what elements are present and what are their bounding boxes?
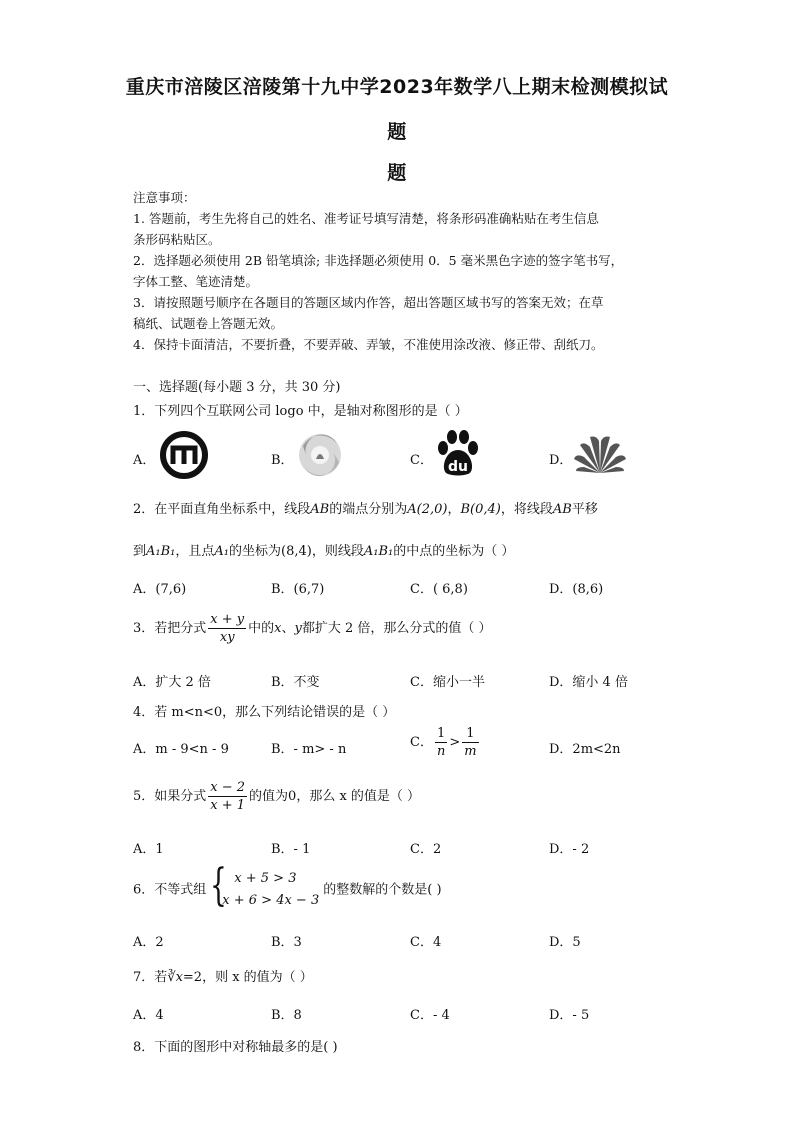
q2-option-d: D．(8,6) xyxy=(549,582,604,597)
q4-option-c xyxy=(410,726,481,759)
question-4-stem: 4．若 m<n<0，那么下列结论错误的是（ ） xyxy=(133,705,396,720)
q5-fraction-numerator: x − 2 xyxy=(210,780,246,795)
q3-fraction xyxy=(208,612,246,645)
q3-fraction-denominator: xy xyxy=(219,630,235,645)
q1-option-d-label: D． xyxy=(549,453,573,468)
notes-heading: 注意事项： xyxy=(133,190,196,205)
q5-fraction xyxy=(208,780,247,813)
notes-line-5: 3．请按照题号顺序在各题目的答题区域内作答，超出答题区域书写的答案无效；在草 xyxy=(133,295,604,310)
q3-text-post: 中的 xyxy=(248,621,275,636)
q3-var-y: y xyxy=(294,621,302,636)
q1-option-c-label: C． xyxy=(410,453,433,468)
q6-brace: { xyxy=(210,860,228,911)
q2-line2-pre: 到 xyxy=(133,544,147,559)
q2-point-b: B(0,4) xyxy=(460,502,501,517)
question-7-stem xyxy=(133,966,313,985)
question-8-stem: 8．下面的图形中对称轴最多的是( ) xyxy=(133,1040,338,1055)
q4-c-fraction-right xyxy=(462,726,478,759)
q4-option-c-label: C． xyxy=(410,735,433,750)
q3-option-d: D．缩小 4 倍 xyxy=(549,675,628,690)
notes-line-6: 稿纸、试题卷上答题无效。 xyxy=(133,316,284,331)
notes-line-7: 4．保持卡面清洁，不要折叠，不要弄破、弄皱，不准使用涂改液、修正带、刮纸刀。 xyxy=(133,337,604,352)
q5-option-d: D．- 2 xyxy=(549,842,590,857)
q3-text-tail: 都扩大 2 倍，那么分式的值（ ） xyxy=(301,621,492,636)
q2-point-a1: A₁ xyxy=(214,544,230,559)
q7-option-d: D．- 5 xyxy=(549,1008,590,1023)
q2-option-b: B．(6,7) xyxy=(271,582,325,597)
qq-swirl-logo-icon xyxy=(295,432,345,478)
q6-option-b: B．3 xyxy=(271,935,302,950)
question-6-stem xyxy=(133,860,442,912)
notes-line-2: 条形码粘贴区。 xyxy=(133,232,221,247)
q2-line2-mid: ，且点 xyxy=(175,544,215,559)
du-logo-text: du xyxy=(448,459,468,475)
q2-segment-a1b1-2: A₁B₁ xyxy=(363,544,394,559)
q2-sep: ， xyxy=(447,502,461,517)
paper-title-line-2: 题 xyxy=(387,121,407,143)
q4-c-fraction-left xyxy=(435,726,447,759)
q6-row-2: x + 6 > 4x − 3 xyxy=(222,893,320,908)
q3-option-b: B．不变 xyxy=(271,675,320,690)
q7-option-b: B．8 xyxy=(271,1008,302,1023)
q2-option-a: A．(7,6) xyxy=(133,582,187,597)
q3-option-c: C．缩小一半 xyxy=(410,675,485,690)
q4-c-gt: > xyxy=(449,735,461,750)
q1-option-a-label: A． xyxy=(133,453,156,468)
question-1-stem: 1．下列四个互联网公司 logo 中，是轴对称图形的是（ ） xyxy=(133,404,468,419)
q6-option-a: A．2 xyxy=(133,935,164,950)
q4-c-right-den: m xyxy=(464,744,477,759)
q6-option-d: D．5 xyxy=(549,935,581,950)
question-3-stem xyxy=(133,612,492,645)
q5-option-b: B．- 1 xyxy=(271,842,311,857)
q1-option-b-label: B． xyxy=(271,453,294,468)
q2-text-pre: 2．在平面直角坐标系中，线段 xyxy=(133,502,311,517)
q7-text-pre: 7．若 xyxy=(133,970,168,985)
q7-text-post: =2，则 x 的值为（ ） xyxy=(182,970,313,985)
q2-option-c: C．( 6,8) xyxy=(410,582,468,597)
q3-text-pre: 3．若把分式 xyxy=(133,621,207,636)
q5-option-a: A．1 xyxy=(133,842,164,857)
q6-inequality-system xyxy=(210,860,320,912)
q7-option-a: A．4 xyxy=(133,1008,164,1023)
q2-line2-mid2: 的坐标为(8,4)，则线段 xyxy=(229,544,364,559)
q3-option-a: A．扩大 2 倍 xyxy=(133,675,211,690)
q3-dun: 、 xyxy=(281,621,295,636)
q2-line2-tail: 的中点的坐标为（ ） xyxy=(393,544,515,559)
q2-text-tail: 平移 xyxy=(571,502,598,517)
q7-option-c: C．- 4 xyxy=(410,1008,450,1023)
m-logo-icon xyxy=(158,431,210,479)
petal-logo-icon xyxy=(572,433,628,477)
q5-text-pre: 5．如果分式 xyxy=(133,789,207,804)
q6-option-c: C．4 xyxy=(410,935,442,950)
notes-line-3: 2．选择题必须使用 2B 铅笔填涂; 非选择题必须使用 0．5 毫米黑色字迹的签字笔书写， xyxy=(133,253,624,268)
q6-text-post: 的整数解的个数是( ) xyxy=(323,882,442,898)
q5-fraction-denominator: x + 1 xyxy=(210,798,246,813)
section-heading-choice: 一、选择题(每小题 3 分，共 30 分) xyxy=(133,380,341,395)
question-2-stem-line-1 xyxy=(133,498,598,517)
q6-text-pre: 6．不等式组 xyxy=(133,882,207,898)
q4-option-d: D．2m<2n xyxy=(549,742,621,757)
q2-segment-ab-2: AB xyxy=(552,502,572,517)
q2-segment-a1b1: A₁B₁ xyxy=(146,544,176,559)
q3-fraction-numerator: x + y xyxy=(210,612,245,627)
q2-text-post: ，将线段 xyxy=(500,502,553,517)
q2-point-a: A(2,0) xyxy=(407,502,448,517)
q4-c-left-den: n xyxy=(436,744,446,759)
q7-cube-root: ∛x xyxy=(167,970,183,985)
q4-option-b: B．- m> - n xyxy=(271,742,347,757)
question-2-stem-line-2 xyxy=(133,540,514,559)
q2-text-mid: 的端点分别为 xyxy=(329,502,408,517)
q3-var-x: x xyxy=(274,621,282,636)
notes-line-4: 字体工整、笔迹清楚。 xyxy=(133,274,259,289)
du-paw-logo-icon xyxy=(434,428,482,478)
paper-title-line-3: 题 xyxy=(387,162,407,184)
notes-line-1: 1. 答题前，考生先将自己的姓名、准考证号填写清楚，将条形码准确粘贴在考生信息 xyxy=(133,211,599,226)
q4-option-a: A．m - 9<n - 9 xyxy=(133,742,229,757)
q6-row-1: x + 5 > 3 xyxy=(234,871,297,886)
q5-text-post: 的值为0，那么 x 的值是（ ） xyxy=(249,789,421,804)
q4-c-right-num: 1 xyxy=(462,726,478,743)
paper-title-line-1: 重庆市涪陵区涪陵第十九中学2023年数学八上期末检测模拟试 xyxy=(125,76,669,98)
q5-option-c: C．2 xyxy=(410,842,442,857)
q4-c-left-num: 1 xyxy=(435,726,447,743)
question-5-stem xyxy=(133,780,420,813)
q2-segment-ab: AB xyxy=(310,502,330,517)
